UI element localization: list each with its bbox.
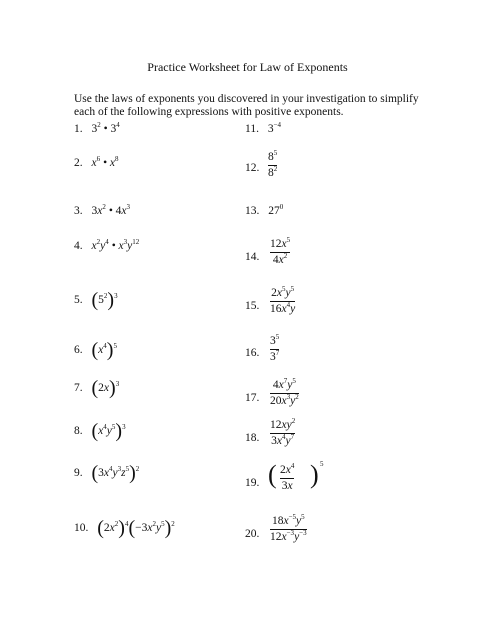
problem-number: 6.: [74, 344, 83, 356]
problem-number: 12.: [245, 162, 260, 174]
problem-12-fraction: $8^5$ $8^2$: [268, 149, 278, 179]
problem-number: 18.: [245, 432, 260, 444]
problem-number: 1.: [74, 123, 83, 135]
problem-5: [74, 289, 118, 312]
problem-16-fraction: $3^5$ $3^7$: [270, 333, 280, 363]
problem-20-fraction: $18x^{-5}y^5$ $12x^{-3}y^{-3}$: [270, 513, 307, 543]
problem-20: [245, 528, 259, 540]
worksheet-title: Practice Worksheet for Law of Exponents: [147, 60, 348, 74]
problem-4: [74, 240, 139, 252]
problem-expression: $(x^4y^5)^3$: [91, 420, 126, 442]
problem-expression: $(2x^2)^4(-3x^2y^5)^2$: [97, 517, 175, 539]
problem-18: [245, 432, 259, 444]
problem-expression: $27^0$: [268, 203, 284, 217]
problem-12: [245, 162, 259, 174]
problem-number: 5.: [74, 294, 83, 306]
problem-11: [245, 123, 281, 135]
problem-number: 16.: [245, 347, 260, 359]
problem-number: 8.: [74, 425, 83, 437]
problem-expression: $(3x^4y^3z^5)^2$: [91, 462, 140, 484]
problem-number: 19.: [245, 477, 260, 489]
problem-expression: $3x^2$ • $4x^3$: [91, 203, 130, 217]
problem-10: [74, 517, 175, 540]
problem-16: [245, 347, 259, 359]
problem-9: [74, 462, 139, 485]
problem-number: 14.: [245, 251, 260, 263]
problem-number: 11.: [245, 123, 259, 135]
problem-19-fraction: $2x^4$ 3x: [280, 462, 295, 492]
problem-1: [74, 123, 120, 135]
problem-number: 10.: [74, 522, 89, 534]
problem-number: 13.: [245, 205, 260, 217]
problem-18-fraction: $12xy^2$ $3x^4y^7$: [270, 417, 296, 447]
problem-17: [245, 392, 259, 404]
problem-expression: $x^6$ • $x^8$: [91, 155, 119, 169]
problem-number: 4.: [74, 240, 83, 252]
problem-7: [74, 377, 119, 400]
problem-number: 7.: [74, 382, 83, 394]
problem-17-fraction: $4x^7y^5$ $20x^3y^2$: [270, 377, 299, 407]
problem-expression: $(2x)^3$: [91, 377, 120, 399]
problem-expression: $(x^4)^5$: [91, 339, 117, 361]
problem-number: 15.: [245, 300, 260, 312]
problem-19: [245, 477, 259, 489]
problem-expression: $3^{-4}$: [267, 121, 282, 135]
problem-number: 17.: [245, 392, 260, 404]
problem-number: 20.: [245, 528, 260, 540]
problem-number: 3.: [74, 205, 83, 217]
problem-6: [74, 339, 117, 362]
problem-15-fraction: $2x^5y^5$ $16x^4y$: [270, 285, 296, 315]
problem-14: [245, 251, 259, 263]
problem-number: 2.: [74, 157, 83, 169]
instructions: Use the laws of exponents you discovered in your investigation to simplify each of the following expressions with positive exponents.: [74, 93, 419, 118]
problem-13: [245, 205, 283, 217]
problem-expression: $x^2y^4$ • $x^3y^{12}$: [91, 238, 140, 252]
problem-3: [74, 205, 130, 217]
problem-8: [74, 420, 126, 443]
problem-2: [74, 157, 119, 169]
problem-number: 9.: [74, 467, 83, 479]
problem-15: [245, 300, 259, 312]
problem-expression: $3^2$ • $3^4$: [91, 121, 120, 135]
problem-14-fraction: $12x^5$ $4x^2$: [270, 236, 291, 266]
problem-19-expression: ( $2x^4$ 3x ) 5: [268, 460, 324, 492]
problem-expression: $(5^2)^3$: [91, 289, 118, 311]
